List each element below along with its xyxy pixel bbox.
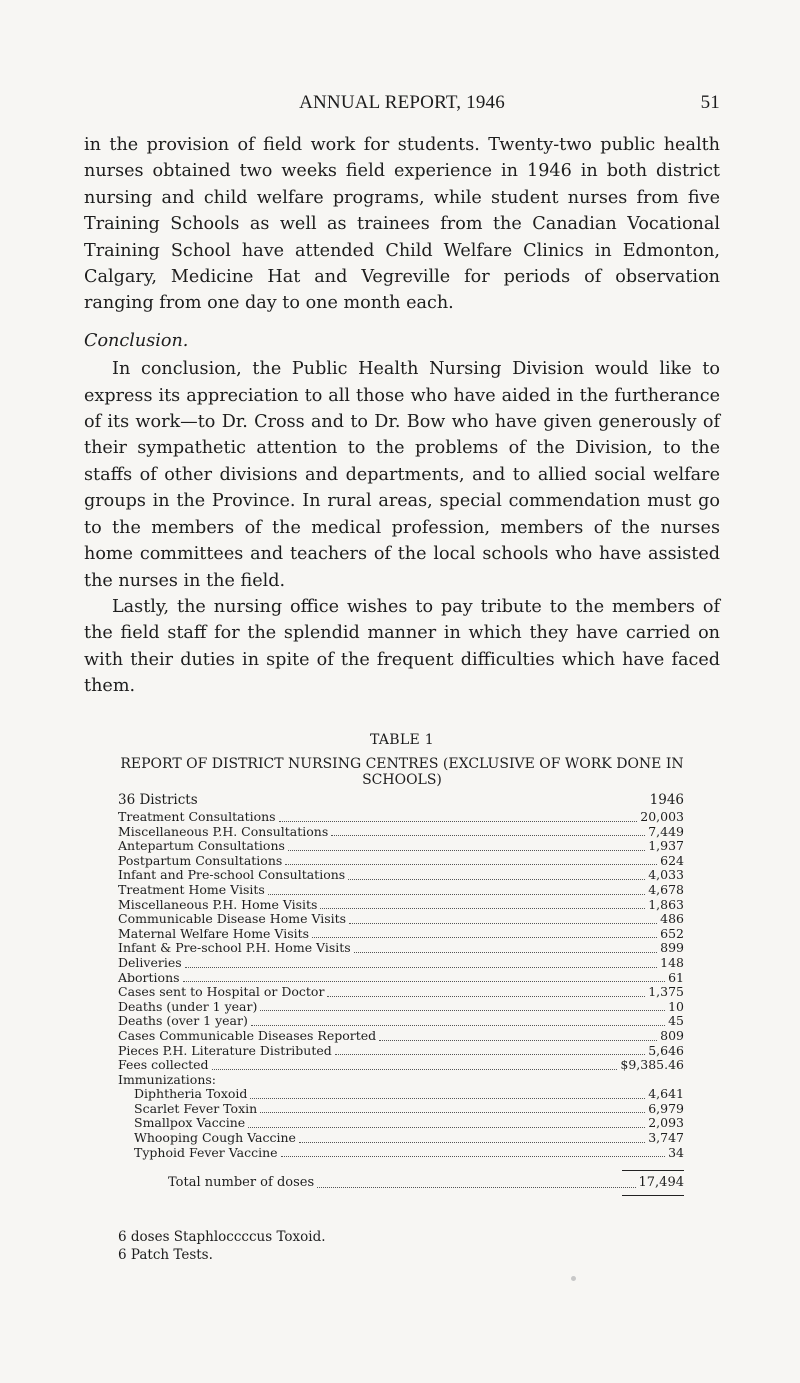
paragraph-intro: in the provision of field work for students. Twenty-two public health nurses obtained two weeks field experience in 1946 in both district nursing and child welfare programs, while student nurses from five Training Schools as well as trainees from the Canadian Vocational Training School have attended Child Welfare Clinics in Edmonton, Calgary, Medicine Hat and Vegreville for periods of observation ranging from one day to one month each. [84,135,720,314]
paragraph-conclusion: In conclusion, the Public Health Nursing Division would like to express its appreciation to all those who have aided in the furtherance of its work—to Dr. Cross and to Dr. Bow who have given generously of their sympathetic attention to the problems of the Division, to the staffs of other divisions and departments, and to allied social welfare groups in the Province. In rural areas, special commendation must go to the members of the medical profession, members of the nurses home committees and teachers of the local schools who have assisted the nurses in the field. [84,359,720,591]
row-label: Typhoid Fever Vaccine [134,1144,278,1160]
leader-dots [250,1097,645,1099]
leader-dots [312,936,657,938]
row-label: Miscellaneous P.H. Home Visits [118,896,318,912]
table-row [118,1014,684,1029]
table-row [118,941,684,956]
leader-dots [331,834,645,836]
total-value: 17,494 [638,1175,684,1191]
table-row [118,1058,684,1073]
total-rule-bottom [622,1195,684,1196]
leader-dots [260,1009,665,1011]
row-value: 624 [660,852,684,868]
table-row [118,825,684,840]
leader-dots [379,1039,657,1041]
row-label: Cases Communicable Diseases Reported [118,1027,377,1043]
section-heading: Conclusion. [84,330,189,351]
row-value: 1,375 [648,984,684,1000]
row-label: Deaths (over 1 year) [118,1013,248,1029]
row-value: 4,678 [648,881,684,897]
leader-dots [288,849,645,851]
row-label: Cases sent to Hospital or Doctor [118,984,325,1000]
table-row [118,1087,684,1102]
row-value: 4,033 [648,867,684,883]
leader-dots [212,1068,618,1070]
row-value: 10 [668,998,684,1014]
leader-dots [281,1155,666,1157]
leader-dots [348,878,645,880]
leader-dots [268,893,645,895]
total-rule-top [622,1170,684,1171]
leader-dots [317,1186,635,1188]
row-label: Miscellaneous P.H. Consultations [118,823,329,839]
row-value: 486 [660,911,684,927]
row-value: 652 [660,925,684,941]
row-label: Communicable Disease Home Visits [118,911,347,927]
row-value: 6,979 [648,1100,684,1116]
table-row [118,898,684,913]
table-row [118,883,684,898]
body-text [84,132,720,700]
table-row [118,985,684,1000]
leader-dots [251,1024,665,1026]
page-number: 51 [700,92,720,113]
row-label: Whooping Cough Vaccine [134,1130,296,1146]
row-label: Antepartum Consultations [118,838,285,854]
table-row [118,912,684,927]
row-value: 45 [668,1013,684,1029]
row-value: 34 [668,1144,684,1160]
total-label: Total number of doses [168,1175,315,1191]
leader-dots [279,820,638,822]
row-label: Infant & Pre-school P.H. Home Visits [118,940,351,956]
leader-dots [260,1111,645,1113]
leader-dots [285,863,657,865]
table-row [118,956,684,971]
running-title: ANNUAL REPORT, 1946 [299,92,505,113]
row-value: 148 [660,954,684,970]
leader-dots [349,922,657,924]
table-caption: REPORT OF DISTRICT NURSING CENTRES (EXCLUSIVE OF WORK DONE IN SCHOOLS) [120,756,684,788]
row-value: 809 [660,1027,684,1043]
leader-dots [335,1053,645,1055]
note-item: 6 Patch Tests. [118,1247,213,1263]
table-row [118,1116,684,1131]
row-value: 1,863 [648,896,684,912]
leader-dots [183,980,666,982]
row-value: 4,641 [648,1086,684,1102]
row-value: 5,646 [648,1042,684,1058]
row-label: Deaths (under 1 year) [118,998,258,1014]
row-label: Infant and Pre-school Consultations [118,867,346,883]
paragraph-lastly: Lastly, the nursing office wishes to pay tribute to the members of the field staff for the splendid manner in which they have carried on with their duties in spite of the frequent difficulties which have faced them. [84,596,720,697]
table-row [118,868,684,883]
row-label: Abortions [118,969,180,985]
row-label: Treatment Home Visits [118,881,265,897]
paper-speck [571,1276,576,1281]
row-label: Treatment Consultations [118,809,276,824]
leader-dots [327,995,645,997]
leader-dots [185,966,657,968]
year-header: 1946 [649,792,684,808]
table-row [118,854,684,869]
row-value: $9,385.46 [620,1057,684,1073]
total-row [118,1175,684,1191]
row-value: 61 [668,969,684,985]
note-item: 6 doses Staphloccccus Toxoid. [118,1229,326,1245]
row-label: Smallpox Vaccine [134,1115,246,1131]
page-header [84,92,720,122]
row-label: Pieces P.H. Literature Distributed [118,1042,332,1058]
immunizations-heading: Immunizations: [118,1071,217,1087]
table-header [118,792,684,810]
table-rows [118,810,684,1073]
row-label: Scarlet Fever Toxin [134,1100,258,1116]
immunization-rows [118,1087,684,1160]
row-value: 3,747 [648,1130,684,1146]
table-number: TABLE 1 [370,732,434,748]
table-notes [118,1228,326,1264]
row-value: 1,937 [648,838,684,854]
table-row [118,971,684,986]
row-value: 899 [660,940,684,956]
districts-header: 36 Districts [118,792,198,808]
table-row [118,1044,684,1059]
leader-dots [320,907,645,909]
row-value: 20,003 [640,809,684,824]
row-label: Fees collected [118,1057,209,1073]
row-value: 2,093 [648,1115,684,1131]
table-row [118,1146,684,1161]
row-label: Postpartum Consultations [118,852,283,868]
statistics-table [118,792,684,1196]
table-row [118,1000,684,1015]
leader-dots [354,951,657,953]
leader-dots [248,1126,645,1128]
leader-dots [299,1141,645,1143]
table-row [118,810,684,825]
table-row [118,1102,684,1117]
table-row [118,839,684,854]
table-row [118,1029,684,1044]
row-label: Maternal Welfare Home Visits [118,925,310,941]
row-label: Diphtheria Toxoid [134,1086,248,1102]
table-row [118,1131,684,1146]
table-row [118,927,684,942]
row-label: Deliveries [118,954,182,970]
row-value: 7,449 [648,823,684,839]
